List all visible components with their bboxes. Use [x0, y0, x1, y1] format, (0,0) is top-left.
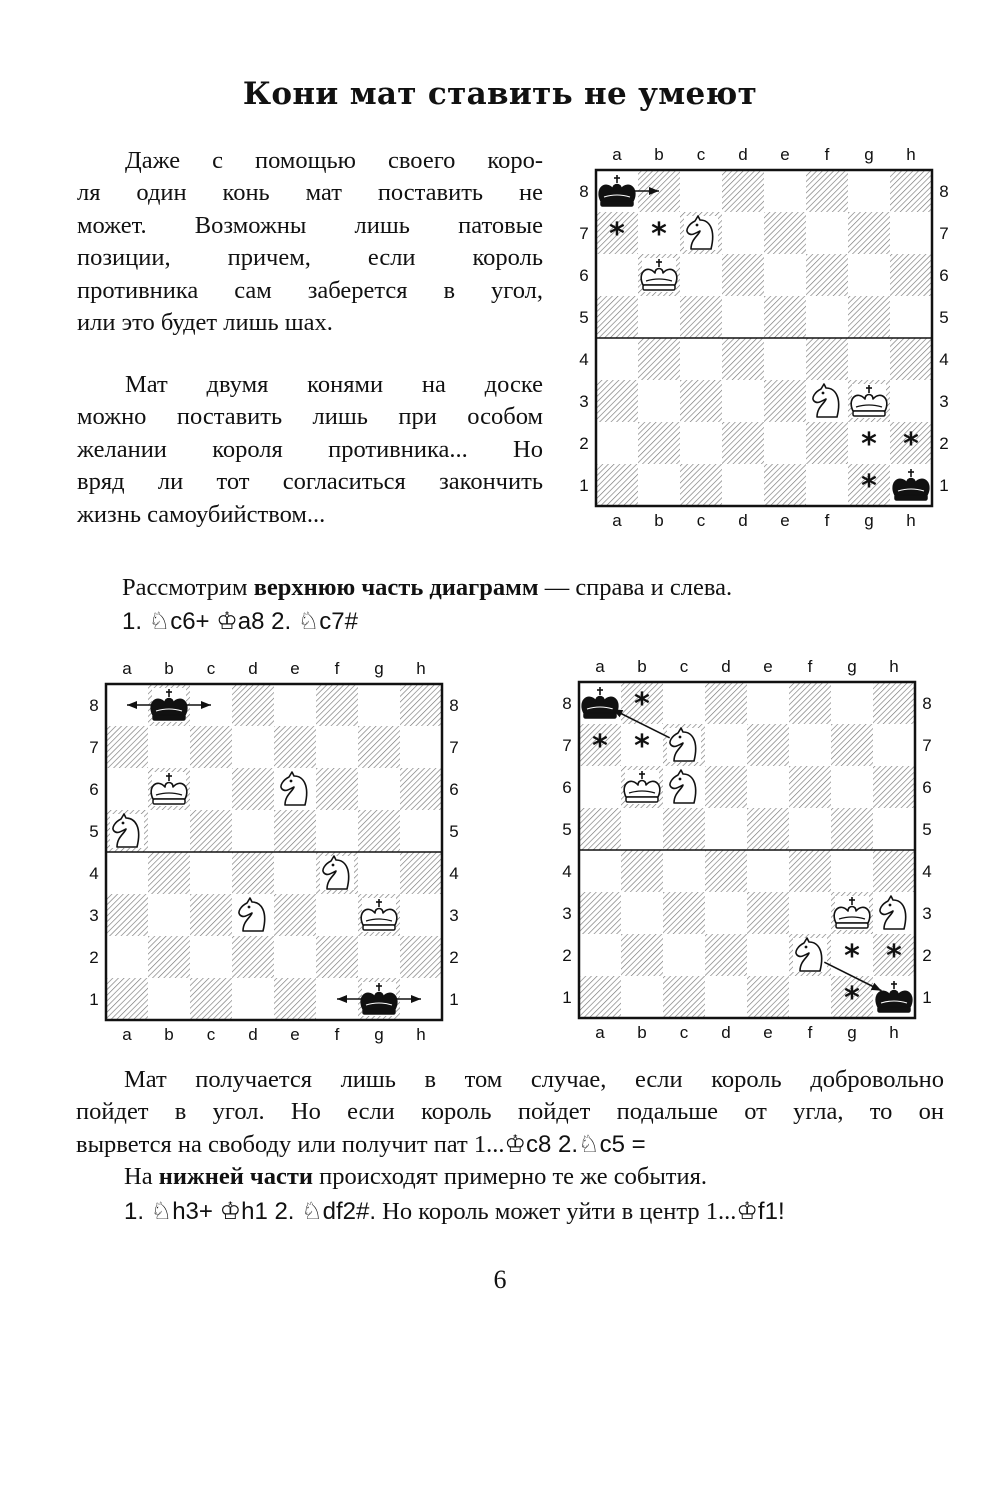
white-knight-icon: [278, 772, 312, 806]
white-knight-icon: [320, 856, 354, 890]
lower-paragraph: [76, 1161, 944, 1229]
rank-label-left: 3: [579, 392, 589, 411]
diagram-2: [80, 654, 470, 1054]
lower-moves: 1. ♘h3+ ♔h1 2. ♘df2#.: [124, 1198, 377, 1226]
rank-label-right: 5: [922, 820, 932, 839]
dark-square: [638, 338, 680, 380]
dark-square: [596, 464, 638, 506]
rank-label-right: 7: [449, 738, 459, 757]
rank-label-right: 8: [449, 696, 459, 715]
controlled-square-mark: *: [861, 427, 877, 462]
file-label-top: d: [721, 657, 731, 676]
intro-line: может. Возможны лишь патовые: [77, 211, 543, 239]
dark-square: [705, 934, 747, 976]
rank-label-left: 4: [579, 350, 589, 369]
rank-label-left: 3: [562, 904, 572, 923]
white-knight-icon: [684, 216, 718, 250]
white-knight-icon: [877, 896, 911, 930]
file-label-top: d: [738, 145, 748, 164]
file-label-bottom: d: [738, 511, 748, 530]
controlled-square-mark: *: [634, 729, 650, 764]
dark-square: [722, 170, 764, 212]
rank-label-right: 3: [449, 906, 459, 925]
dark-square: [274, 726, 316, 768]
file-label-top: f: [824, 145, 830, 164]
dark-square: [400, 936, 442, 978]
dark-square: [400, 768, 442, 810]
dark-square: [596, 380, 638, 422]
dark-square: [106, 726, 148, 768]
dark-square: [621, 850, 663, 892]
dark-square: [274, 978, 316, 1020]
dark-square: [358, 726, 400, 768]
file-label-top: a: [122, 659, 132, 678]
file-label-bottom: e: [780, 511, 790, 530]
dark-square: [789, 766, 831, 808]
file-label-bottom: a: [612, 511, 622, 530]
file-label-top: a: [612, 145, 622, 164]
white-king-icon: [641, 258, 677, 292]
rank-label-left: 6: [89, 780, 99, 799]
dark-square: [680, 296, 722, 338]
file-label-top: f: [334, 659, 340, 678]
black-king-icon: [893, 468, 929, 502]
dark-square: [789, 682, 831, 724]
intro-line: позиции, причем, если король: [77, 244, 543, 272]
controlled-square-mark: *: [903, 427, 919, 462]
file-label-bottom: g: [374, 1025, 384, 1044]
dark-square: [890, 254, 932, 296]
dark-square: [806, 422, 848, 464]
dark-square: [680, 380, 722, 422]
file-label-top: g: [847, 657, 857, 676]
dark-square: [148, 936, 190, 978]
dark-square: [890, 338, 932, 380]
rank-label-left: 7: [579, 224, 589, 243]
rank-label-left: 3: [89, 906, 99, 925]
file-label-bottom: b: [164, 1025, 174, 1044]
mate-moves: ♔c8 2.♘c5 =: [504, 1130, 646, 1158]
lower-moves-2: ♔f1!: [736, 1198, 785, 1226]
controlled-square-mark: *: [844, 939, 860, 974]
dark-square: [747, 892, 789, 934]
file-label-bottom: c: [206, 1025, 216, 1044]
two-knights-line: желании короля противника... Но: [77, 435, 543, 463]
mate-paragraph: [76, 1064, 944, 1161]
file-label-bottom: b: [637, 1023, 647, 1042]
file-label-top: e: [290, 659, 300, 678]
dark-square: [705, 682, 747, 724]
dark-square: [190, 726, 232, 768]
dark-square: [789, 850, 831, 892]
black-king-icon: [582, 686, 618, 720]
dark-square: [663, 808, 705, 850]
dark-square: [190, 894, 232, 936]
dark-square: [232, 768, 274, 810]
white-king-icon: [624, 770, 660, 804]
file-label-bottom: e: [290, 1025, 300, 1044]
file-label-top: c: [679, 657, 689, 676]
controlled-square-mark: *: [592, 729, 608, 764]
lower-text: На: [124, 1163, 159, 1190]
dark-square: [747, 808, 789, 850]
rank-label-right: 4: [922, 862, 932, 881]
rank-label-right: 2: [449, 948, 459, 967]
dark-square: [747, 976, 789, 1018]
consider-text: Рассмотрим: [122, 574, 254, 601]
intro-line: Даже с помощью своего коро-: [125, 147, 543, 174]
file-label-top: f: [807, 657, 813, 676]
rank-label-right: 8: [922, 694, 932, 713]
white-king-icon: [851, 384, 887, 418]
file-label-top: c: [206, 659, 216, 678]
file-label-bottom: h: [906, 511, 916, 530]
rank-label-left: 6: [579, 266, 589, 285]
intro-line: или это будет лишь шах.: [77, 309, 333, 337]
dark-square: [764, 380, 806, 422]
two-knights-line: вряд ли тот согласиться закончить: [77, 468, 543, 496]
dark-square: [316, 684, 358, 726]
file-label-bottom: e: [763, 1023, 773, 1042]
white-king-icon: [151, 772, 187, 806]
intro-paragraph: [77, 145, 543, 339]
file-label-bottom: g: [847, 1023, 857, 1042]
rank-label-left: 5: [562, 820, 572, 839]
rank-label-left: 5: [89, 822, 99, 841]
diagram-1: [570, 140, 960, 540]
lower-text-2: Но король может уйти в центр 1...: [376, 1198, 737, 1226]
file-label-top: b: [164, 659, 174, 678]
rank-label-right: 5: [449, 822, 459, 841]
file-label-bottom: b: [654, 511, 664, 530]
intro-line: ля один конь мат поставить не: [77, 179, 543, 207]
rank-label-left: 4: [562, 862, 572, 881]
white-knight-icon: [667, 728, 701, 762]
dark-square: [106, 978, 148, 1020]
file-label-bottom: h: [416, 1025, 426, 1044]
controlled-square-mark: *: [886, 939, 902, 974]
two-knights-line: можно поставить лишь при особом: [77, 403, 543, 431]
dark-square: [848, 212, 890, 254]
dark-square: [316, 768, 358, 810]
rank-label-left: 2: [562, 946, 572, 965]
dark-square: [274, 894, 316, 936]
intro-line: противника сам заберется в угол,: [77, 276, 543, 304]
file-label-top: h: [889, 657, 899, 676]
file-label-bottom: h: [889, 1023, 899, 1042]
rank-label-left: 1: [562, 988, 572, 1007]
diagram-3: [553, 652, 943, 1052]
file-label-top: h: [416, 659, 426, 678]
file-label-bottom: c: [696, 511, 706, 530]
white-knight-icon: [236, 898, 270, 932]
dark-square: [663, 892, 705, 934]
file-label-top: g: [864, 145, 874, 164]
consider-line: [122, 572, 732, 604]
lower-moves-line: [76, 1196, 944, 1228]
rank-label-left: 8: [562, 694, 572, 713]
dark-square: [705, 850, 747, 892]
rank-label-right: 5: [939, 308, 949, 327]
dark-square: [831, 724, 873, 766]
mate-line-text: вырвется на свободу или получит пат 1...: [76, 1130, 505, 1158]
mate-line: Мат получается лишь в том случае, если король добровольно: [124, 1066, 944, 1093]
mate-line: пойдет в угол. Но если король пойдет подальше от угла, то он: [76, 1098, 944, 1126]
white-knight-icon: [667, 770, 701, 804]
dark-square: [400, 684, 442, 726]
rank-label-right: 1: [449, 990, 459, 1009]
dark-square: [232, 684, 274, 726]
mate-line: [76, 1129, 944, 1161]
file-label-bottom: a: [122, 1025, 132, 1044]
rank-label-right: 2: [922, 946, 932, 965]
dark-square: [806, 338, 848, 380]
two-knights-paragraph: [77, 369, 543, 531]
rank-label-right: 4: [939, 350, 949, 369]
dark-square: [873, 850, 915, 892]
rank-label-left: 7: [562, 736, 572, 755]
rank-label-left: 2: [89, 948, 99, 967]
dark-square: [106, 894, 148, 936]
dark-square: [873, 766, 915, 808]
file-label-top: h: [906, 145, 916, 164]
rank-label-left: 1: [579, 476, 589, 495]
file-label-bottom: d: [721, 1023, 731, 1042]
white-knight-icon: [110, 814, 144, 848]
page-title: Кони мат ставить не умеют: [242, 76, 758, 112]
consider-paragraph: [122, 572, 732, 639]
dark-square: [316, 936, 358, 978]
file-label-top: e: [763, 657, 773, 676]
controlled-square-mark: *: [634, 687, 650, 722]
two-knights-line: жизнь самоубийством...: [77, 500, 326, 528]
consider-bold: верхнюю часть диаграмм: [253, 574, 539, 601]
rank-label-right: 7: [939, 224, 949, 243]
rank-label-right: 7: [922, 736, 932, 755]
file-label-bottom: f: [807, 1023, 813, 1042]
white-king-icon: [834, 896, 870, 930]
file-label-top: e: [780, 145, 790, 164]
consider-text-end: — справа и слева.: [538, 574, 733, 601]
dark-square: [190, 810, 232, 852]
dark-square: [621, 934, 663, 976]
black-king-icon: [151, 688, 187, 722]
file-label-top: a: [595, 657, 605, 676]
dark-square: [579, 808, 621, 850]
file-label-bottom: a: [595, 1023, 605, 1042]
rank-label-right: 6: [939, 266, 949, 285]
file-label-top: d: [248, 659, 258, 678]
rank-label-right: 6: [449, 780, 459, 799]
dark-square: [722, 422, 764, 464]
dark-square: [873, 682, 915, 724]
dark-square: [232, 852, 274, 894]
rank-label-left: 1: [89, 990, 99, 1009]
black-king-icon: [876, 980, 912, 1014]
dark-square: [638, 422, 680, 464]
rank-label-right: 2: [939, 434, 949, 453]
dark-square: [831, 808, 873, 850]
file-label-bottom: f: [334, 1025, 340, 1044]
lower-text-end: происходят примерно те же события.: [313, 1163, 708, 1190]
controlled-square-mark: *: [651, 217, 667, 252]
dark-square: [596, 296, 638, 338]
dark-square: [747, 724, 789, 766]
dark-square: [806, 170, 848, 212]
lower-line: [76, 1161, 944, 1193]
file-label-bottom: c: [679, 1023, 689, 1042]
white-knight-icon: [810, 384, 844, 418]
dark-square: [232, 936, 274, 978]
white-knight-icon: [793, 938, 827, 972]
dark-square: [358, 810, 400, 852]
rank-label-left: 8: [579, 182, 589, 201]
dark-square: [190, 978, 232, 1020]
black-king-icon: [361, 982, 397, 1016]
dark-square: [274, 810, 316, 852]
rank-label-right: 1: [922, 988, 932, 1007]
file-label-top: b: [637, 657, 647, 676]
dark-square: [579, 976, 621, 1018]
rank-label-right: 6: [922, 778, 932, 797]
file-label-bottom: d: [248, 1025, 258, 1044]
rank-label-right: 8: [939, 182, 949, 201]
dark-square: [764, 464, 806, 506]
rank-label-left: 5: [579, 308, 589, 327]
dark-square: [680, 464, 722, 506]
page-number: 6: [493, 1265, 507, 1294]
dark-square: [663, 976, 705, 1018]
dark-square: [890, 170, 932, 212]
dark-square: [806, 254, 848, 296]
lower-bold: нижней части: [158, 1163, 314, 1190]
rank-label-left: 6: [562, 778, 572, 797]
two-knights-line: Мат двумя конями на доске: [125, 371, 543, 398]
rank-label-right: 1: [939, 476, 949, 495]
dark-square: [148, 852, 190, 894]
rank-label-right: 4: [449, 864, 459, 883]
consider-moves: 1. ♘c6+ ♔a8 2. ♘c7#: [122, 608, 359, 636]
dark-square: [722, 338, 764, 380]
dark-square: [400, 852, 442, 894]
rank-label-left: 8: [89, 696, 99, 715]
file-label-bottom: g: [864, 511, 874, 530]
file-label-top: c: [696, 145, 706, 164]
controlled-square-mark: *: [861, 469, 877, 504]
rank-label-left: 2: [579, 434, 589, 453]
white-king-icon: [361, 898, 397, 932]
controlled-square-mark: *: [609, 217, 625, 252]
rank-label-left: 7: [89, 738, 99, 757]
file-label-top: g: [374, 659, 384, 678]
controlled-square-mark: *: [844, 981, 860, 1016]
file-label-bottom: f: [824, 511, 830, 530]
black-king-icon: [599, 174, 635, 208]
dark-square: [579, 892, 621, 934]
dark-square: [764, 212, 806, 254]
dark-square: [848, 296, 890, 338]
rank-label-right: 3: [939, 392, 949, 411]
rank-label-left: 4: [89, 864, 99, 883]
dark-square: [764, 296, 806, 338]
dark-square: [722, 254, 764, 296]
rank-label-right: 3: [922, 904, 932, 923]
file-label-top: b: [654, 145, 664, 164]
dark-square: [705, 766, 747, 808]
